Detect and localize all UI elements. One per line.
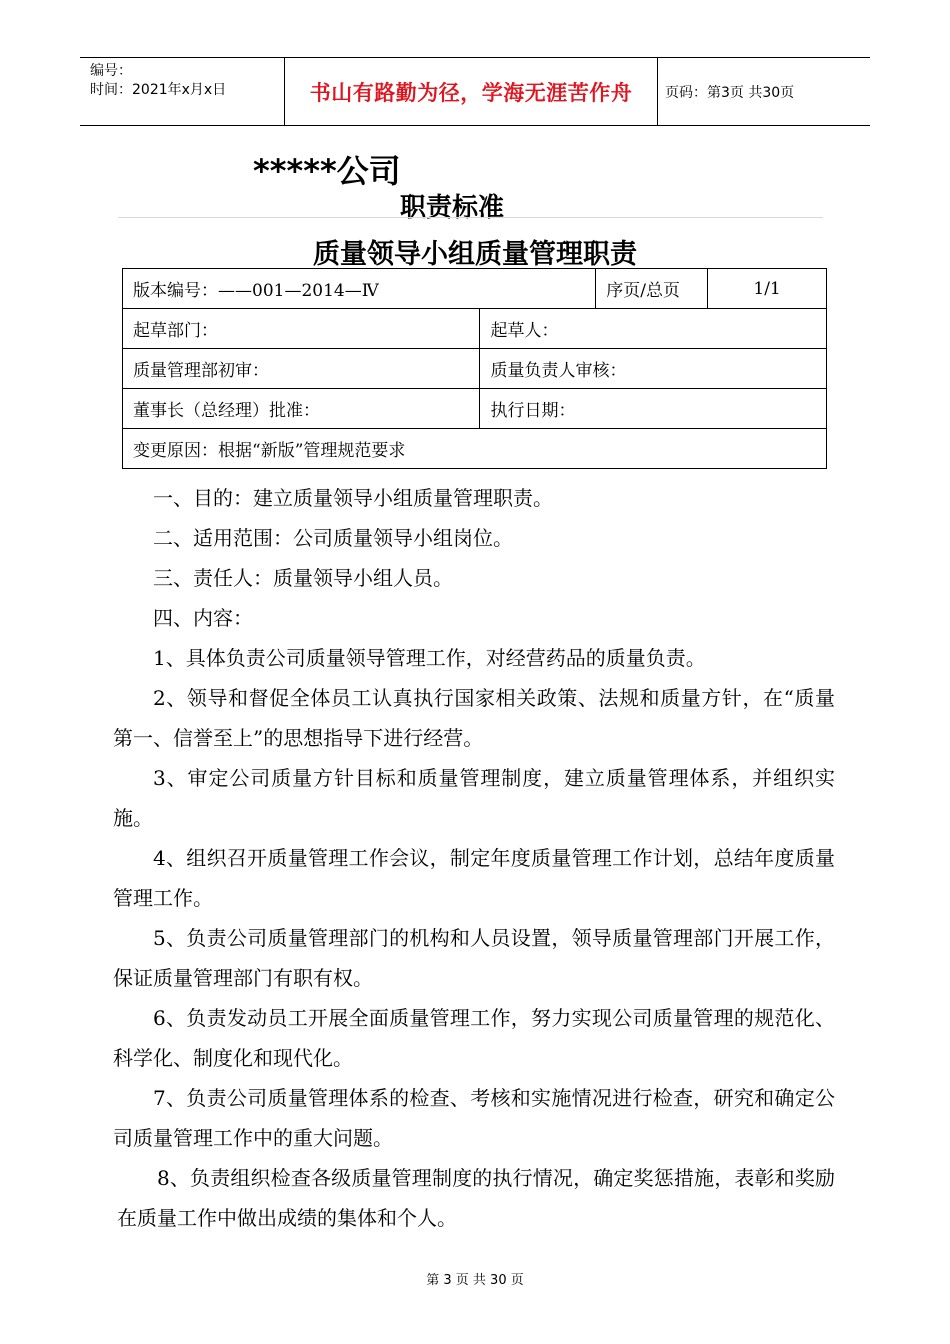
list-item: 7、负责公司质量管理体系的检查、考核和实施情况进行检查，研究和确定公司质量管理工作中的重大问题。 [113, 1086, 835, 1150]
table-row [123, 389, 827, 429]
list-item: 6、负责发动员工开展全面质量管理工作，努力实现公司质量管理的规范化、科学化、制度化和现代化。 [113, 1006, 835, 1070]
list-item: 8、负责组织检查各级质量管理制度的执行情况，确定奖惩措施，表彰和奖励在质量工作中做出成绩的集体和个人。 [117, 1166, 835, 1230]
header-meta [90, 62, 226, 100]
section-responsible: 三、责任人：质量领导小组人员。 [153, 566, 453, 590]
section-purpose: 一、目的：建立质量领导小组质量管理职责。 [153, 486, 553, 510]
section-scope: 二、适用范围：公司质量领导小组岗位。 [153, 526, 513, 550]
table-row [123, 429, 827, 469]
version-cell: 版本编号：——001—2014—Ⅳ [123, 269, 596, 309]
body-text [113, 478, 835, 1238]
info-table [122, 268, 827, 469]
drafter-cell: 起草人： [480, 309, 827, 349]
list-item: 2、领导和督促全体员工认真执行国家相关政策、法规和质量方针，在“质量第一、信誉至上”的思想指导下进行经营。 [113, 686, 835, 750]
table-row [123, 269, 827, 309]
approval-cell: 董事长（总经理）批准： [123, 389, 480, 429]
qm-review-cell: 质量管理部初审： [123, 349, 480, 389]
section-content: 四、内容： [153, 606, 253, 630]
change-reason-cell: 变更原因：根据“新版”管理规范要求 [123, 429, 827, 469]
divider [118, 217, 823, 218]
list-item: 1、具体负责公司质量领导管理工作，对经营药品的质量负责。 [153, 646, 706, 670]
page-footer: 第 3 页 共 30 页 [426, 1273, 524, 1288]
header-motto: 书山有路勤为径，学海无涯苦作舟 [284, 58, 658, 125]
list-item: 4、组织召开质量管理工作会议，制定年度质量管理工作计划，总结年度质量管理工作。 [113, 846, 835, 910]
draft-dept-cell: 起草部门： [123, 309, 480, 349]
table-row [123, 309, 827, 349]
number-label: 编号： [90, 63, 132, 79]
seq-value-cell: 1/1 [708, 269, 827, 309]
list-item: 5、负责公司质量管理部门的机构和人员设置，领导质量管理部门开展工作，保证质量管理部门有职有权。 [113, 926, 835, 990]
exec-date-cell: 执行日期： [480, 389, 827, 429]
header-page-info: 页码：第3页 共30页 [665, 84, 795, 101]
table-row [123, 349, 827, 389]
page-header [80, 57, 870, 126]
page-title: 质量领导小组质量管理职责 [313, 239, 637, 270]
seq-label-cell: 序页/总页 [596, 269, 708, 309]
quality-head-review-cell: 质量负责人审核： [480, 349, 827, 389]
company-name: *****公司 [253, 152, 401, 190]
list-item: 3、审定公司质量方针目标和质量管理制度，建立质量管理体系，并组织实施。 [113, 766, 835, 830]
time-label: 时间：2021年x月x日 [90, 82, 227, 98]
doc-subtitle: 职责标准 [400, 193, 505, 223]
